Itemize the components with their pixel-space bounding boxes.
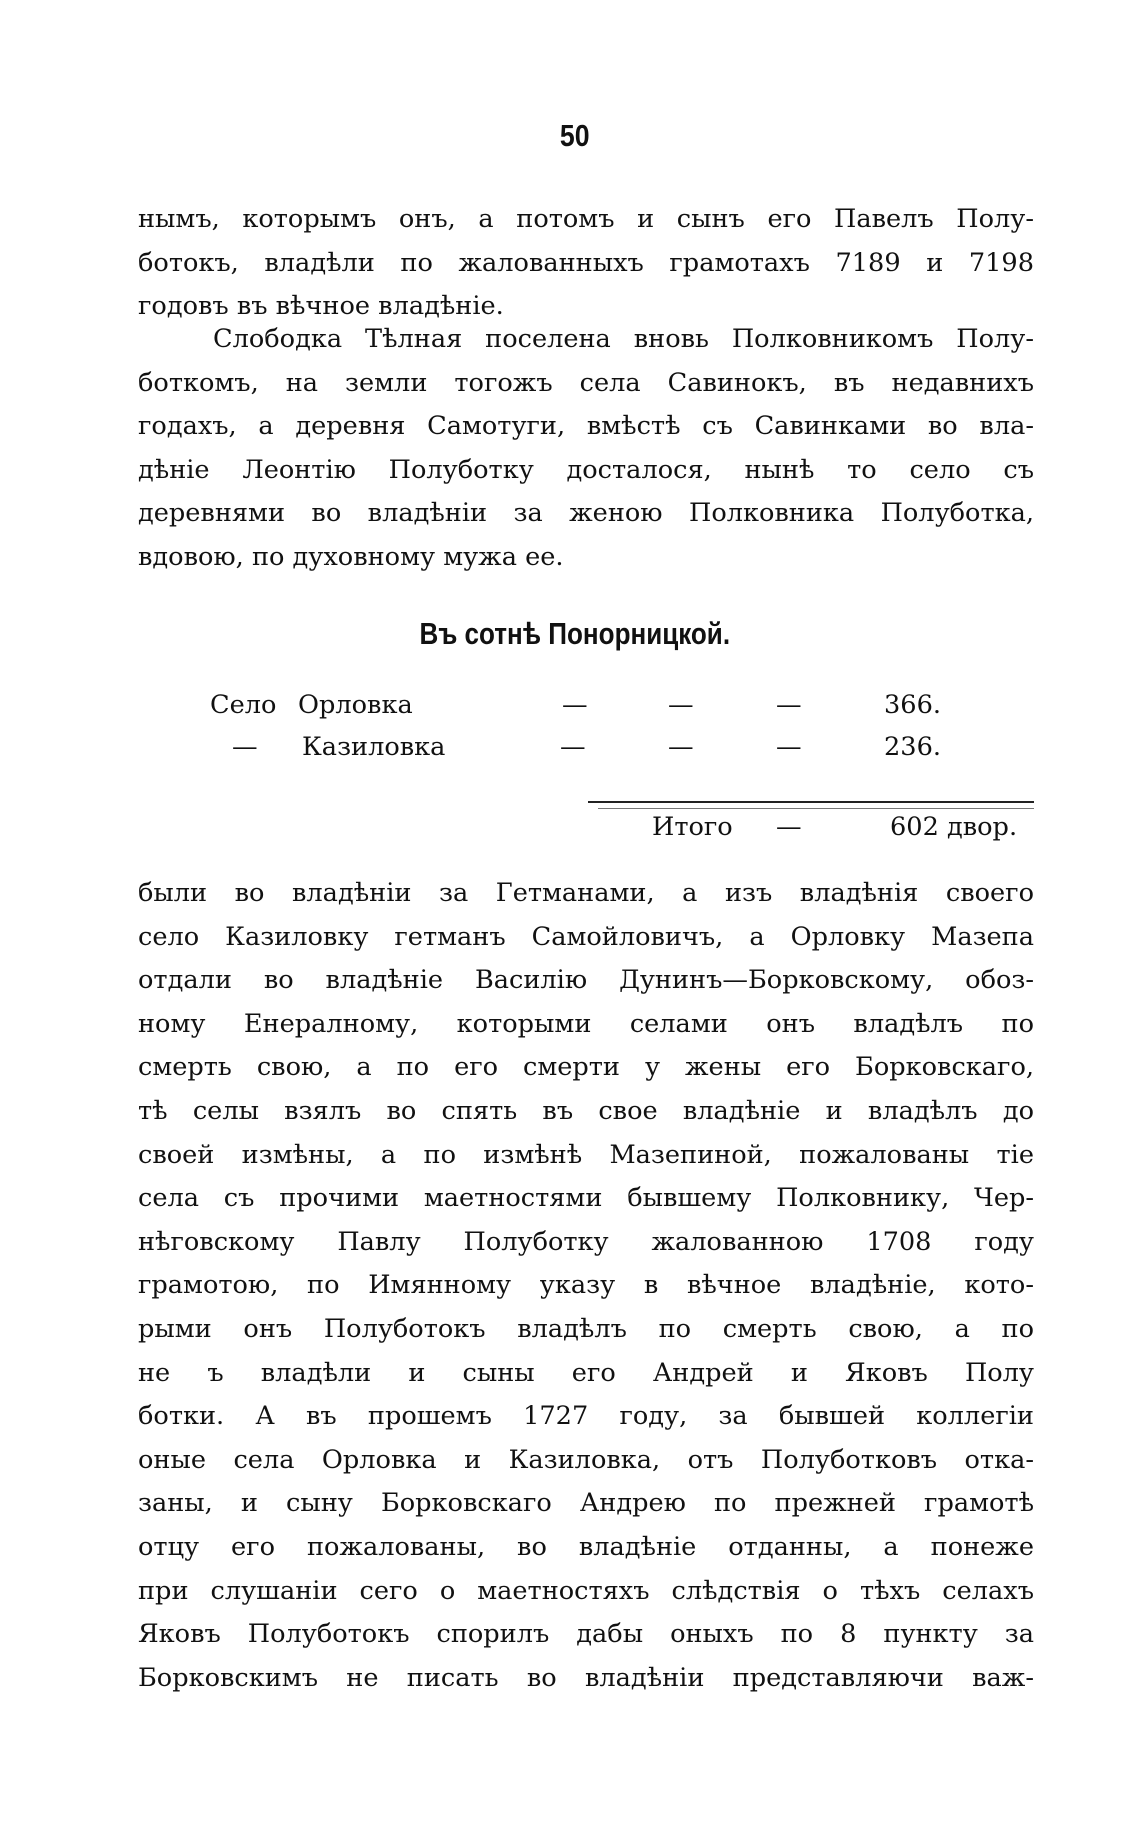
page-number: 50 — [559, 118, 590, 153]
total-label: Итого — [652, 812, 733, 842]
text-line: вдовою, по духовному мужа ее. — [138, 541, 564, 572]
text-line: не ъ владѣли и сыны его Андрей и Яковъ Полу — [138, 1357, 1034, 1388]
text-line: ботки. А въ прошемъ 1727 году, за бывшей коллегіи — [138, 1401, 1034, 1432]
village-prefix: — — [232, 732, 258, 762]
text-line: оные села Орловка и Казиловка, отъ Полуботковъ отка- — [138, 1444, 1034, 1475]
paragraph-slobodka — [138, 318, 1034, 580]
household-count: 366. — [884, 690, 941, 720]
text-line: при слушаніи сего о маетностяхъ слѣдствія о тѣхъ селахъ — [138, 1575, 1034, 1606]
text-line: были во владѣніи за Гетманами, а изъ владѣнія своего — [138, 878, 1034, 908]
text-line: Слободка Тѣлная поселена вновь Полковникомъ Полу- — [213, 324, 1034, 354]
text-line: годахъ, а деревня Самотуги, вмѣстѣ съ Савинками во вла- — [138, 411, 1034, 442]
dash-separator: — — [668, 732, 694, 762]
text-line: нѣговскому Павлу Полуботку жалованною 1708 году — [138, 1226, 1034, 1257]
section-heading: Въ сотнѣ Понорницкой. — [419, 616, 731, 651]
total-value: 602 двор. — [890, 812, 1018, 842]
village-prefix: Село — [210, 690, 277, 720]
text-line: дѣніе Леонтію Полуботку досталося, нынѣ то село съ — [138, 454, 1034, 485]
dash-separator: — — [668, 690, 694, 720]
text-line: тѣ селы взялъ во спять въ свое владѣніе и владѣлъ до — [138, 1095, 1034, 1126]
paragraph-history — [138, 872, 1034, 1700]
total-dash: — — [776, 812, 802, 842]
household-count: 236. — [884, 732, 941, 762]
text-line: отдали во владѣніе Василію Дунинъ—Борковскому, обоз- — [138, 965, 1034, 996]
text-line: село Казиловку гетманъ Самойловичъ, а Орловку Мазепа — [138, 921, 1034, 952]
text-line: Борковскимъ не писать во владѣніи представляючи важ- — [138, 1662, 1034, 1693]
dash-separator: — — [776, 732, 802, 762]
text-line: нымъ, которымъ онъ, а потомъ и сынъ его Павелъ Полу- — [138, 204, 1034, 234]
dash-separator: — — [560, 732, 586, 762]
text-line: смерть свою, а по его смерти у жены его Борковскаго, — [138, 1052, 1034, 1083]
text-line: деревнями во владѣніи за женою Полковника Полуботка, — [138, 498, 1034, 529]
text-line: ботокъ, владѣли по жалованныхъ грамотахъ 7189 и 7198 — [138, 247, 1034, 278]
text-line: грамотою, по Имянному указу в вѣчное владѣніе, кото- — [138, 1270, 1034, 1301]
dash-separator: — — [776, 690, 802, 720]
text-line: рыми онъ Полуботокъ владѣлъ по смерть свою, а по — [138, 1313, 1034, 1344]
village-name: Казиловка — [302, 732, 446, 762]
paragraph-continuation — [138, 198, 1034, 329]
text-line: отцу его пожалованы, во владѣніе отданны, а понеже — [138, 1531, 1034, 1562]
text-line: боткомъ, на земли тогожъ села Савинокъ, въ недавнихъ — [138, 367, 1034, 398]
text-line: села съ прочими маетностями бывшему Полковнику, Чер- — [138, 1183, 1034, 1214]
text-line: годовъ въ вѣчное владѣніе. — [138, 291, 504, 322]
dash-separator: — — [562, 690, 588, 720]
total-rule — [588, 801, 1034, 803]
text-line: заны, и сыну Борковскаго Андрею по прежней грамотѣ — [138, 1488, 1034, 1519]
text-line: ному Енералному, которыми селами онъ владѣлъ по — [138, 1008, 1034, 1039]
village-name: Орловка — [298, 690, 413, 720]
text-line: своей измѣны, а по измѣнѣ Мазепиной, пожалованы тіе — [138, 1139, 1034, 1170]
text-line: Яковъ Полуботокъ спорилъ дабы оныхъ по 8 пункту за — [138, 1619, 1034, 1650]
total-rule-inner — [598, 808, 1034, 809]
